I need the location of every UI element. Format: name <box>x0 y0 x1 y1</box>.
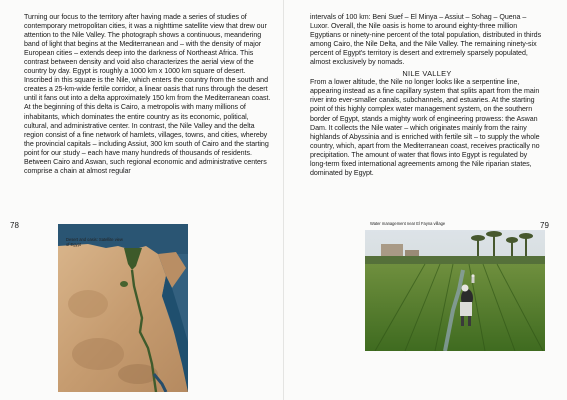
left-image-caption: Desert and oasis: Satellite view of Egypt <box>66 237 123 247</box>
left-page-paragraph: Turning our focus to the territory after having made a series of studies of contemporary metropolitan cities, it was a nighttime satellite view that drew our attention to the Nile Valley. The photograph shows a continuous, meandering band of light that begins at the Mediterranean and – with the density of major European cities – extends deep into the darkness of Northeast Africa. This contrast between density and void also characterizes the aerial view of the country by day. Egypt is roughly a 1000 km x 1000 km square of desert. Inscribed in this square is the Nile, which enters the country from the south and creates a 25-km-wide fertile corridor, a linear oasis that runs through the desert until it fans out into a delta approximately 150 km from the Mediterranean coast. At the beginning of this delta is Cairo, a metropolis with many millions of inhabitants, which dominates the entire country as its economic, political, cultural, and administrative center. In contrast, the Nile Valley and the delta region consist of a fine network of hamlets, villages, towns, and cities, whereby the provincial capitals – including Assiut, 300 km south of Cairo and the starting point for our study – each have many hundreds of thousands of residents. Between Cairo and Aswan, such regional economic and administrative centers comprise a chain at almost regular <box>24 13 271 175</box>
satellite-view-image <box>58 224 188 392</box>
satellite-map-illustration <box>58 224 188 392</box>
right-page-number: 79 <box>540 221 549 230</box>
farm-field-photo <box>365 230 545 351</box>
left-page-text-column <box>24 13 272 176</box>
gutter-divider <box>283 0 284 400</box>
left-page-number: 78 <box>10 221 19 230</box>
right-page-text-column <box>310 13 544 178</box>
right-image-caption: Water management near El Fayna village <box>370 221 446 226</box>
section-heading: NILE VALLEY <box>402 69 452 79</box>
right-page-paragraph-1: intervals of 100 km: Beni Suef – El Minya – Assiut – Sohag – Quena – Luxor. Overall, the Nile oasis is home to around eighty-three million Egyptians or ninety-nine percent of the total population, distributed in thirds among Cairo, the Nile Delta, and the Nile Valley. The remaining ninety-six percent of Egypt's territory is desert and extremely sparsely populated, almost exclusively by nomads. <box>310 13 542 67</box>
right-page-paragraph-2: From a lower altitude, the Nile no longer looks like a serpentine line, appearing instead as a fine capillary system that splits apart from the main river into ever-smaller canals, subchannels, and estuaries. At the starting point of this highly complex water management system, on the southern border of Egypt, stands a mighty work of engineering prowess: the Aswan Dam. It collects the Nile water – which originates mainly from the rainy highlands of Abyssinia and is enriched with fertile silt – to supply the whole country, which, apart from the Mediterranean coast, receives practically no precipitation. The amount of water that flows into Egypt is regulated by long-term fixed international agreements among the Nile riparian states, dominated by Egypt. <box>310 78 540 177</box>
farm-field-illustration <box>365 230 545 351</box>
